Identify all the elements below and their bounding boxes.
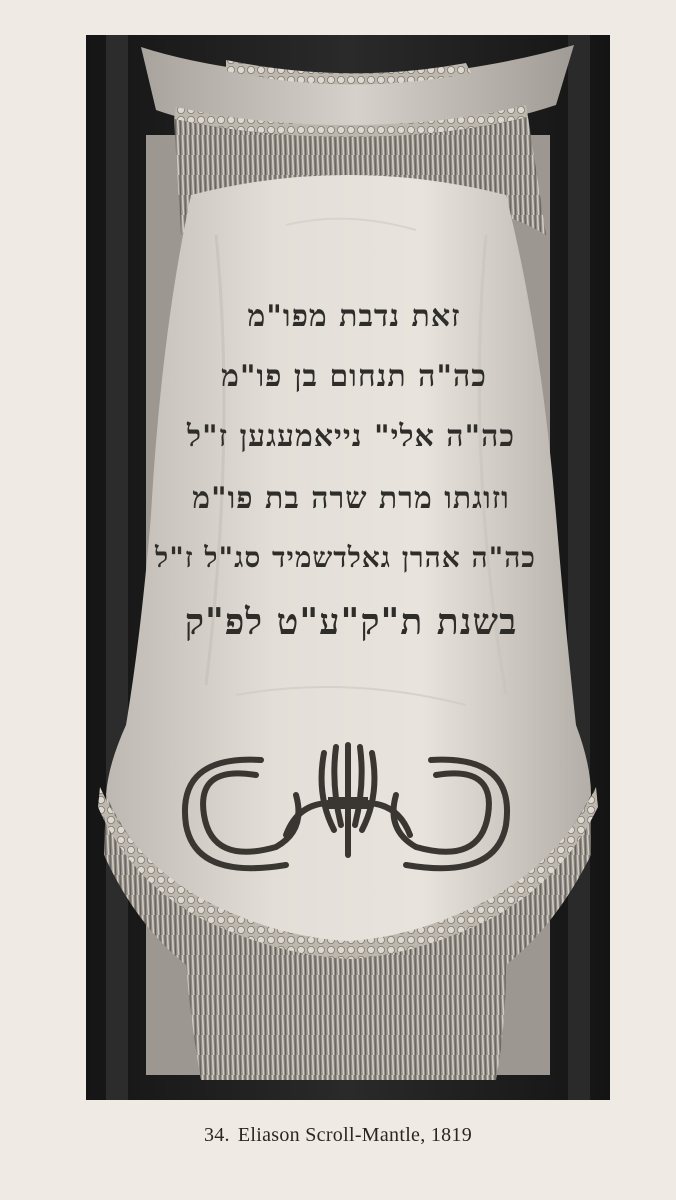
inscription-line: בשנת ת"ק"ע"ט לפ"ק <box>184 601 518 643</box>
photograph-plate <box>86 35 610 1100</box>
figure-caption <box>0 1124 676 1147</box>
inscription-line: וזוגתו מרת שרה בת פו"מ <box>192 481 510 516</box>
right-post <box>568 35 590 1100</box>
left-post <box>106 35 128 1100</box>
inscription-line: כה"ה תנחום בן פו"מ <box>221 359 487 394</box>
inscription-line: כה"ה אלי" נייאמעגען ז"ל <box>187 419 515 454</box>
figure-number: 34. <box>203 1124 230 1146</box>
inscription-line: זאת נדבת מפו"מ <box>247 299 461 334</box>
figure-title: Eliason Scroll-Mantle, 1819 <box>237 1124 473 1146</box>
inscription-line: כה"ה אהרן גאלדשמיד סג"ל ז"ל <box>155 541 536 574</box>
scroll-mantle-photo <box>86 35 610 1100</box>
